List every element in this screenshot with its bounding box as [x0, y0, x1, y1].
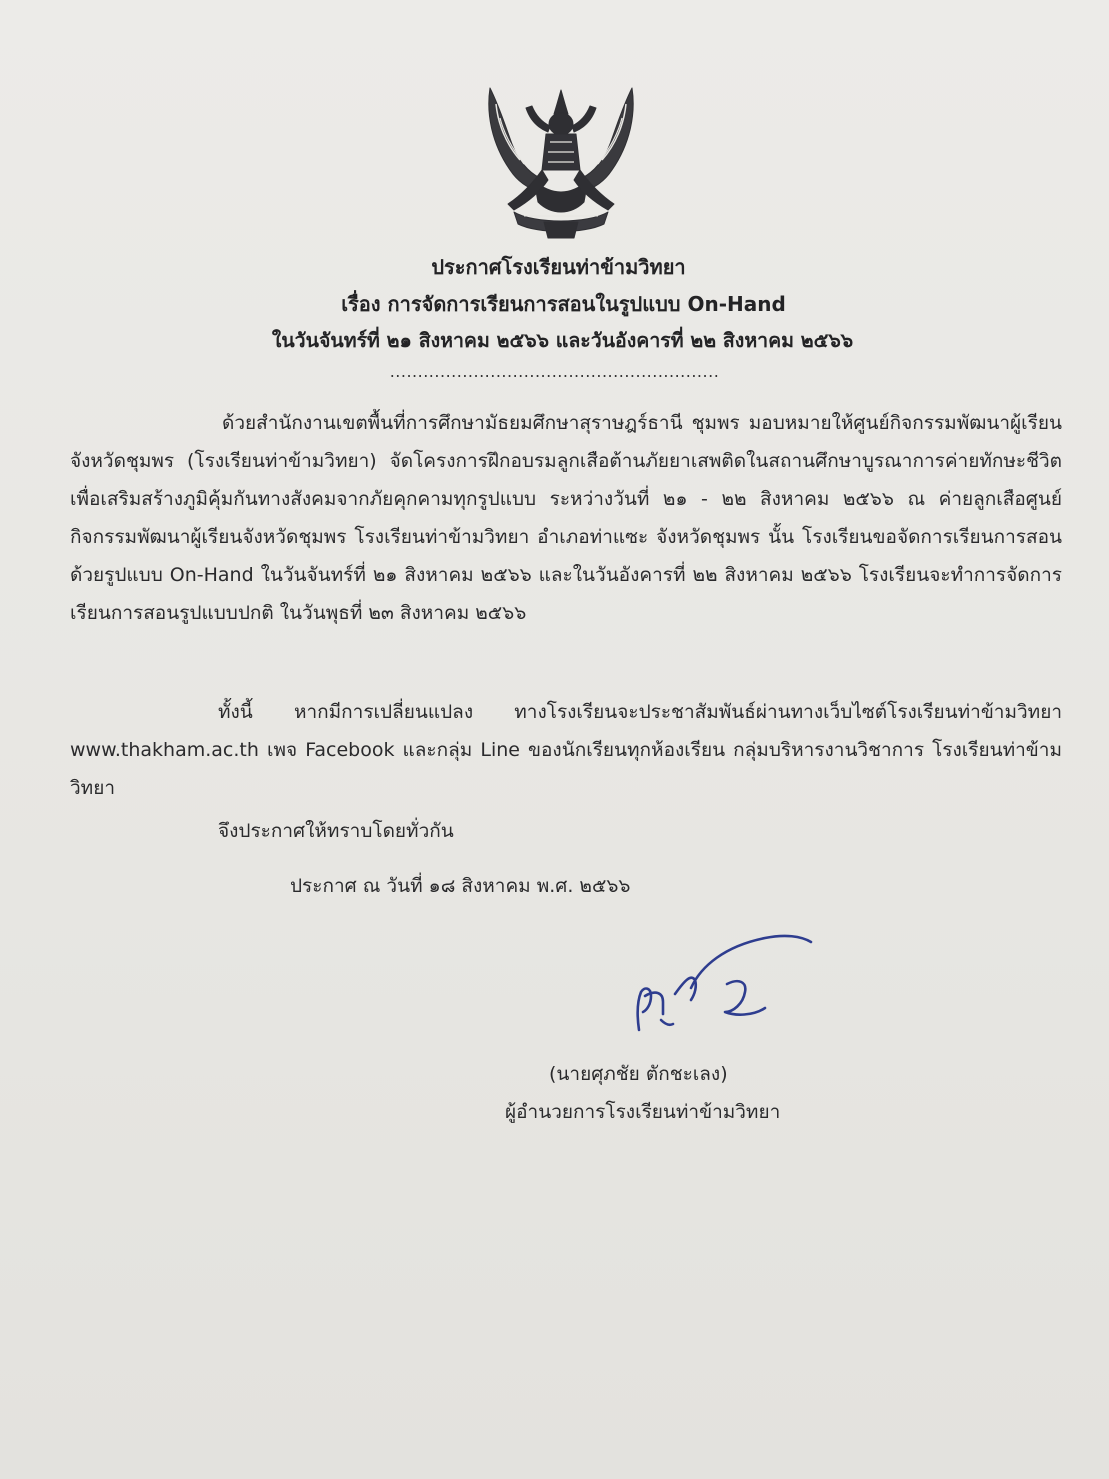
signature-stroke — [691, 936, 811, 988]
closing-statement: จึงประกาศให้ทราบโดยทั่วกัน — [218, 820, 454, 842]
body-paragraph-2: ทั้งนี้ หากมีการเปลี่ยนแปลง ทางโรงเรียนจะประชาสัมพันธ์ผ่านทางเว็บไซต์โรงเรียนท่าข้ามวิทยา www.thakham.ac.th เพจ Facebook และกลุ่ม Line ของนักเรียนทุกห้องเรียน กลุ่มบริหารงานวิชาการ โรงเรียนท่าข้ามวิทยา — [70, 701, 1062, 799]
separator-line: ........................................................... — [389, 362, 720, 381]
announcement-title: ประกาศโรงเรียนท่าข้ามวิทยา — [431, 255, 686, 279]
body-paragraph-1: ด้วยสำนักงานเขตพื้นที่การศึกษามัธยมศึกษาสุราษฎร์ธานี ชุมพร มอบหมายให้ศูนย์กิจกรรมพัฒนาผู้เรียนจังหวัดชุมพร (โรงเรียนท่าข้ามวิทยา) จัดโครงการฝึกอบรมลูกเสือต้านภัยยาเสพติดในสถานศึกษาบูรณาการค่ายทักษะชีวิต เพื่อเสริมสร้างภูมิคุ้มกันทางสังคมจากภัยคุกคามทุกรูปแบบ ระหว่างวันที่ ๒๑ - ๒๒ สิงหาคม ๒๕๖๖ ณ ค่ายลูกเสือศูนย์กิจกรรมพัฒนาผู้เรียนจังหวัดชุมพร โรงเรียนท่าข้ามวิทยา อำเภอท่าแซะ จังหวัดชุมพร นั้น โรงเรียนขอจัดการเรียนการสอนด้วยรูปแบบ On-Hand ในวันจันทร์ที่ ๒๑ สิงหาคม ๒๕๖๖ และในวันอังคารที่ ๒๒ สิงหาคม ๒๕๖๖ โรงเรียนจะทำการจัดการเรียนการสอนรูปแบบปกติ ในวันพุธที่ ๒๓ สิงหาคม ๒๕๖๖ — [70, 412, 1062, 624]
signature-stroke — [645, 993, 663, 1014]
announcement-dates: ในวันจันทร์ที่ ๒๑ สิงหาคม ๒๕๖๖ และวันอังคารที่ ๒๒ สิงหาคม ๒๕๖๖ — [271, 329, 854, 352]
signer-name: (นายศุภชัย ตักชะเลง) — [549, 1063, 728, 1085]
announcement-subject: เรื่อง การจัดการเรียนการสอนในรูปแบบ On-Hand — [341, 292, 786, 316]
signature-stroke — [661, 1020, 673, 1025]
signer-position: ผู้อำนวยการโรงเรียนท่าข้ามวิทยา — [505, 1101, 781, 1123]
announcement-date: ประกาศ ณ วันที่ ๑๘ สิงหาคม พ.ศ. ๒๕๖๖ — [290, 875, 631, 897]
signature-stroke — [675, 978, 696, 1000]
handwritten-signature — [615, 932, 820, 1047]
garuda-emblem-icon — [484, 84, 638, 240]
signature-stroke — [725, 981, 765, 1014]
